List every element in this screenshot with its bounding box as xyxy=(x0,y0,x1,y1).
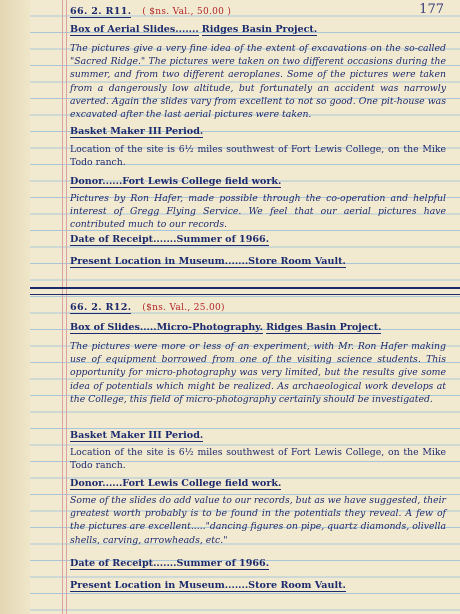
period-line xyxy=(70,124,446,140)
margin-line-inner xyxy=(66,0,67,614)
catalog-number: 66. 2. R12. xyxy=(70,302,132,313)
donor: Donor......Fort Lewis College field work. xyxy=(70,176,282,187)
present-location: Present Location in Museum.......Store Room Vault. xyxy=(70,256,346,267)
period: Basket Maker III Period. xyxy=(70,126,204,137)
margin-line xyxy=(62,0,63,614)
box-title: Box of Aerial Slides....... xyxy=(70,24,199,35)
valuation: ( $ns. Val., 50.00 ) xyxy=(142,7,232,17)
catalog-entry xyxy=(70,0,446,292)
present-location: Present Location in Museum.......Store Room Vault. xyxy=(70,580,346,591)
donor-line xyxy=(70,174,446,190)
donor-line xyxy=(70,476,446,492)
valuation: ($ns. Val., 25.00) xyxy=(142,303,225,313)
catalog-entry xyxy=(70,296,446,614)
donor: Donor......Fort Lewis College field work. xyxy=(70,478,282,489)
donor-note: Pictures by Ron Hafer, made possible through the co-operation and helpful interest of Gregg Flying Service. We feel that our aerial pictures have contributed much to our records. xyxy=(70,193,446,231)
catalog-number: 66. 2. R11. xyxy=(70,6,132,17)
page-number: 177 xyxy=(419,2,444,17)
present-location-line xyxy=(70,578,446,594)
date-receipt: Date of Receipt.......Summer of 1966. xyxy=(70,234,270,245)
period: Basket Maker III Period. xyxy=(70,430,204,441)
entry-header xyxy=(70,4,446,20)
date-receipt-line xyxy=(70,232,446,248)
date-receipt: Date of Receipt.......Summer of 1966. xyxy=(70,558,270,569)
project-title: Ridges Basin Project. xyxy=(201,24,318,35)
project-title: Ridges Basin Project. xyxy=(266,322,382,333)
box-line xyxy=(70,320,446,336)
box-title: Box of Slides.....Micro-Photography. xyxy=(70,322,263,333)
entry-header xyxy=(70,300,446,316)
donor-note: Some of the slides do add value to our records, but as we have suggested, their greatest worth probably is to be found in the potentials they reveal. A few of the pictures are excellent....."dancing figures on pipe, quartz diamonds, olivella shells, carving, arrowheads, etc." xyxy=(70,495,446,546)
box-line xyxy=(70,22,446,38)
location: Location of the site is 6½ miles southwest of Fort Lewis College, on the Mike Todo ranch. xyxy=(70,447,446,472)
period-line xyxy=(70,428,446,444)
present-location-line xyxy=(70,254,446,270)
binding-edge xyxy=(0,0,30,614)
description: The pictures give a very fine idea of the extent of excavations on the so-called "Sacred Ridge." The pictures were taken on two different occasions during the summer, and from two different aeroplanes. Some of the pictures were taken from a dangerously low altitude, but fortunately an accident was narrowly averted. Again the slides vary from excellent to not so good. One pit-house was excavated after the last aerial pictures were taken. xyxy=(70,43,446,121)
description: The pictures were more or less of an experiment, with Mr. Ron Hafer making use of equipment borrowed from one of the visiting science students. This opportunity for micro-photography was very limited, but the results give some idea of potentials which might be realized. As archaeological work develops at the College, this field of micro-photography certainly should be investigated. xyxy=(70,341,446,405)
entry-separator xyxy=(30,287,460,295)
date-receipt-line xyxy=(70,556,446,572)
location: Location of the site is 6½ miles southwest of Fort Lewis College, on the Mike Todo ranch. xyxy=(70,144,446,169)
